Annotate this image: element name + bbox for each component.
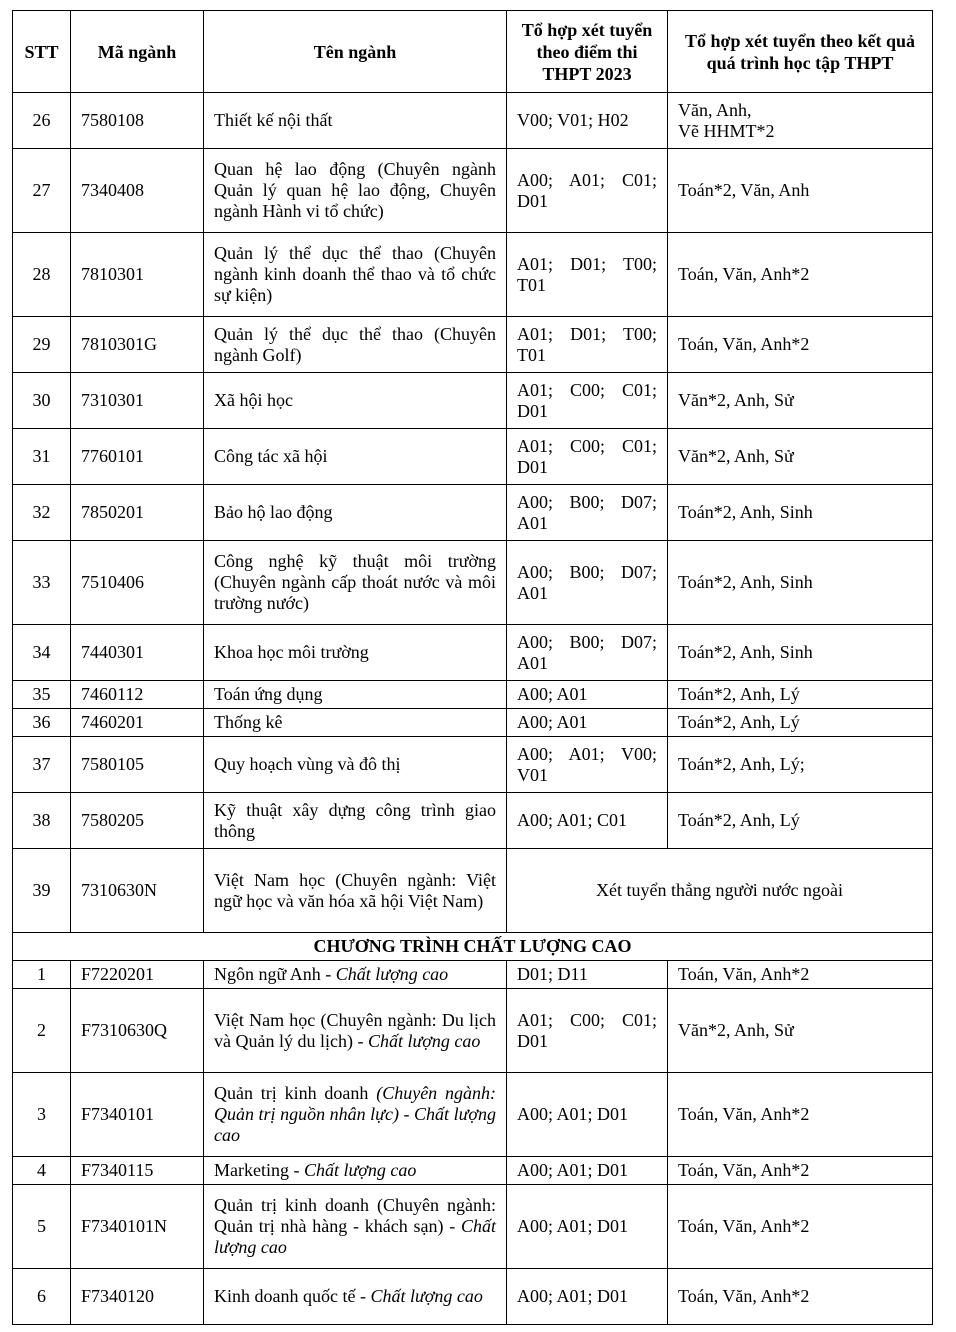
section-title: CHƯƠNG TRÌNH CHẤT LƯỢNG CAO bbox=[13, 933, 933, 961]
row-exam: A00; A01; D01 bbox=[507, 1185, 668, 1269]
row-name: Thống kê bbox=[204, 709, 507, 737]
row-code: 7340408 bbox=[71, 149, 204, 233]
row-transcript: Toán, Văn, Anh*2 bbox=[668, 1073, 933, 1157]
row-name: Quản lý thể dục thể thao (Chuyên ngành kinh doanh thể thao và tổ chức sự kiện) bbox=[204, 233, 507, 317]
row-transcript: Toán*2, Anh, Lý bbox=[668, 793, 933, 849]
table-row bbox=[13, 709, 933, 737]
row-exam: A00; B00; D07; A01 bbox=[507, 541, 668, 625]
row-transcript: Toán*2, Anh, Lý bbox=[668, 709, 933, 737]
row-stt: 39 bbox=[13, 849, 71, 933]
row-exam: A00; A01 bbox=[507, 681, 668, 709]
table-row bbox=[13, 93, 933, 149]
row-name bbox=[204, 961, 507, 989]
row-code: 7850201 bbox=[71, 485, 204, 541]
table-row bbox=[13, 1185, 933, 1269]
row-stt: 31 bbox=[13, 429, 71, 485]
row-stt: 26 bbox=[13, 93, 71, 149]
row-stt: 5 bbox=[13, 1185, 71, 1269]
row-exam: A00; A01 bbox=[507, 709, 668, 737]
row-transcript: Văn*2, Anh, Sử bbox=[668, 989, 933, 1073]
row-code: F7340115 bbox=[71, 1157, 204, 1185]
row-code: 7580105 bbox=[71, 737, 204, 793]
row-stt: 27 bbox=[13, 149, 71, 233]
row-code: 7460112 bbox=[71, 681, 204, 709]
row-merged-note: Xét tuyển thẳng người nước ngoài bbox=[507, 849, 933, 933]
row-exam: A00; A01; D01 bbox=[507, 1269, 668, 1325]
row-stt: 37 bbox=[13, 737, 71, 793]
row-name-suffix: Chất lượng cao bbox=[214, 1216, 496, 1257]
row-name-suffix: Chất lượng cao bbox=[335, 964, 449, 984]
row-name: Bảo hộ lao động bbox=[204, 485, 507, 541]
table-row bbox=[13, 149, 933, 233]
row-exam: A00; A01; D01 bbox=[507, 1073, 668, 1157]
row-transcript: Toán, Văn, Anh*2 bbox=[668, 1269, 933, 1325]
row-name bbox=[204, 1157, 507, 1185]
table-row bbox=[13, 317, 933, 373]
row-exam: A01; D01; T00; T01 bbox=[507, 233, 668, 317]
row-name: Toán ứng dụng bbox=[204, 681, 507, 709]
row-code: 7310301 bbox=[71, 373, 204, 429]
row-name-text: Ngôn ngữ Anh - bbox=[214, 964, 336, 984]
table-row bbox=[13, 849, 933, 933]
row-code: 7440301 bbox=[71, 625, 204, 681]
table-row bbox=[13, 1073, 933, 1157]
row-stt: 34 bbox=[13, 625, 71, 681]
row-name bbox=[204, 1185, 507, 1269]
row-exam: A00; A01; D01 bbox=[507, 1157, 668, 1185]
row-exam: A00; B00; D07; A01 bbox=[507, 485, 668, 541]
table-row bbox=[13, 1269, 933, 1325]
row-transcript: Toán*2, Anh, Lý; bbox=[668, 737, 933, 793]
row-name-text: Kinh doanh quốc tế - bbox=[214, 1286, 371, 1306]
row-code: 7760101 bbox=[71, 429, 204, 485]
row-name bbox=[204, 1073, 507, 1157]
row-exam: D01; D11 bbox=[507, 961, 668, 989]
table-row bbox=[13, 1157, 933, 1185]
header-row bbox=[13, 11, 933, 93]
row-stt: 30 bbox=[13, 373, 71, 429]
header-name: Tên ngành bbox=[204, 11, 507, 93]
table-row bbox=[13, 485, 933, 541]
row-transcript: Văn*2, Anh, Sử bbox=[668, 429, 933, 485]
row-stt: 3 bbox=[13, 1073, 71, 1157]
row-name-suffix: Chất lượng cao bbox=[303, 1160, 417, 1180]
row-stt: 29 bbox=[13, 317, 71, 373]
row-name-suffix: Chất lượng cao bbox=[214, 1104, 496, 1145]
row-name: Công tác xã hội bbox=[204, 429, 507, 485]
row-transcript bbox=[668, 93, 933, 149]
row-transcript: Toán*2, Văn, Anh bbox=[668, 149, 933, 233]
row-exam: A01; C00; C01; D01 bbox=[507, 373, 668, 429]
row-code: F7340101N bbox=[71, 1185, 204, 1269]
row-code: 7810301G bbox=[71, 317, 204, 373]
row-name bbox=[204, 989, 507, 1073]
section-row bbox=[13, 933, 933, 961]
row-exam: A00; A01; C01 bbox=[507, 793, 668, 849]
row-transcript-line: Vẽ HHMT*2 bbox=[678, 120, 775, 141]
table-row bbox=[13, 961, 933, 989]
row-transcript: Văn*2, Anh, Sử bbox=[668, 373, 933, 429]
row-transcript: Toán*2, Anh, Sinh bbox=[668, 485, 933, 541]
row-exam: V00; V01; H02 bbox=[507, 93, 668, 149]
row-name: Khoa học môi trường bbox=[204, 625, 507, 681]
row-name-text: Marketing - bbox=[214, 1160, 304, 1180]
table-row bbox=[13, 625, 933, 681]
row-name: Việt Nam học (Chuyên ngành: Việt ngữ học và văn hóa xã hội Việt Nam) bbox=[204, 849, 507, 933]
row-name: Thiết kế nội thất bbox=[204, 93, 507, 149]
row-name: Quản lý thể dục thể thao (Chuyên ngành Golf) bbox=[204, 317, 507, 373]
row-code: 7310630N bbox=[71, 849, 204, 933]
table-row bbox=[13, 233, 933, 317]
header-transcript: Tổ hợp xét tuyển theo kết quả quá trình học tập THPT bbox=[668, 11, 933, 93]
row-name-suffix: Chất lượng cao bbox=[367, 1030, 481, 1051]
row-stt: 32 bbox=[13, 485, 71, 541]
row-name: Quy hoạch vùng và đô thị bbox=[204, 737, 507, 793]
row-transcript: Toán*2, Anh, Sinh bbox=[668, 625, 933, 681]
row-transcript: Toán, Văn, Anh*2 bbox=[668, 961, 933, 989]
row-transcript: Toán*2, Anh, Lý bbox=[668, 681, 933, 709]
table-row bbox=[13, 793, 933, 849]
row-name-text: Việt Nam học (Chuyên ngành: Du lịch và Quản lý du lịch) - bbox=[214, 1009, 496, 1051]
row-stt: 1 bbox=[13, 961, 71, 989]
table-row bbox=[13, 737, 933, 793]
row-code: F7340101 bbox=[71, 1073, 204, 1157]
row-code: 7510406 bbox=[71, 541, 204, 625]
admissions-table bbox=[12, 10, 933, 1325]
row-stt: 33 bbox=[13, 541, 71, 625]
table-row bbox=[13, 989, 933, 1073]
row-code: F7220201 bbox=[71, 961, 204, 989]
row-stt: 6 bbox=[13, 1269, 71, 1325]
table-row bbox=[13, 373, 933, 429]
row-stt: 2 bbox=[13, 989, 71, 1073]
header-stt: STT bbox=[13, 11, 71, 93]
row-transcript-line: Văn, Anh, bbox=[678, 99, 752, 120]
table-row bbox=[13, 429, 933, 485]
table-row bbox=[13, 681, 933, 709]
row-name: Xã hội học bbox=[204, 373, 507, 429]
row-transcript: Toán, Văn, Anh*2 bbox=[668, 233, 933, 317]
row-name: Quan hệ lao động (Chuyên ngành Quản lý quan hệ lao động, Chuyên ngành Hành vi tổ chức) bbox=[204, 149, 507, 233]
row-name bbox=[204, 1269, 507, 1325]
header-code: Mã ngành bbox=[71, 11, 204, 93]
row-stt: 38 bbox=[13, 793, 71, 849]
row-stt: 4 bbox=[13, 1157, 71, 1185]
row-transcript: Toán, Văn, Anh*2 bbox=[668, 1185, 933, 1269]
row-code: 7580108 bbox=[71, 93, 204, 149]
row-code: 7810301 bbox=[71, 233, 204, 317]
row-code: 7460201 bbox=[71, 709, 204, 737]
row-transcript: Toán, Văn, Anh*2 bbox=[668, 1157, 933, 1185]
row-exam: A01; C00; C01; D01 bbox=[507, 989, 668, 1073]
row-name-text: Quản trị kinh doanh bbox=[214, 1083, 377, 1103]
row-name: Kỹ thuật xây dựng công trình giao thông bbox=[204, 793, 507, 849]
row-code: 7580205 bbox=[71, 793, 204, 849]
row-exam: A00; A01; C01; D01 bbox=[507, 149, 668, 233]
row-name: Công nghệ kỹ thuật môi trường (Chuyên ngành cấp thoát nước và môi trường nước) bbox=[204, 541, 507, 625]
row-exam: A00; A01; V00; V01 bbox=[507, 737, 668, 793]
row-transcript: Toán*2, Anh, Sinh bbox=[668, 541, 933, 625]
row-stt: 36 bbox=[13, 709, 71, 737]
row-name-suffix: Chất lượng cao bbox=[370, 1286, 483, 1306]
row-name-text: Quản trị kinh doanh (Chuyên ngành: Quản trị nhà hàng - khách sạn) - bbox=[214, 1195, 496, 1236]
table-row bbox=[13, 541, 933, 625]
row-code: F7310630Q bbox=[71, 989, 204, 1073]
row-stt: 35 bbox=[13, 681, 71, 709]
row-transcript: Toán, Văn, Anh*2 bbox=[668, 317, 933, 373]
row-code: F7340120 bbox=[71, 1269, 204, 1325]
row-exam: A01; D01; T00; T01 bbox=[507, 317, 668, 373]
row-exam: A01; C00; C01; D01 bbox=[507, 429, 668, 485]
row-exam: A00; B00; D07; A01 bbox=[507, 625, 668, 681]
row-stt: 28 bbox=[13, 233, 71, 317]
row-name-italic: (Chuyên ngành: Quản trị nguồn nhân lực) - bbox=[214, 1083, 496, 1124]
header-exam: Tổ hợp xét tuyển theo điểm thi THPT 2023 bbox=[507, 11, 668, 93]
